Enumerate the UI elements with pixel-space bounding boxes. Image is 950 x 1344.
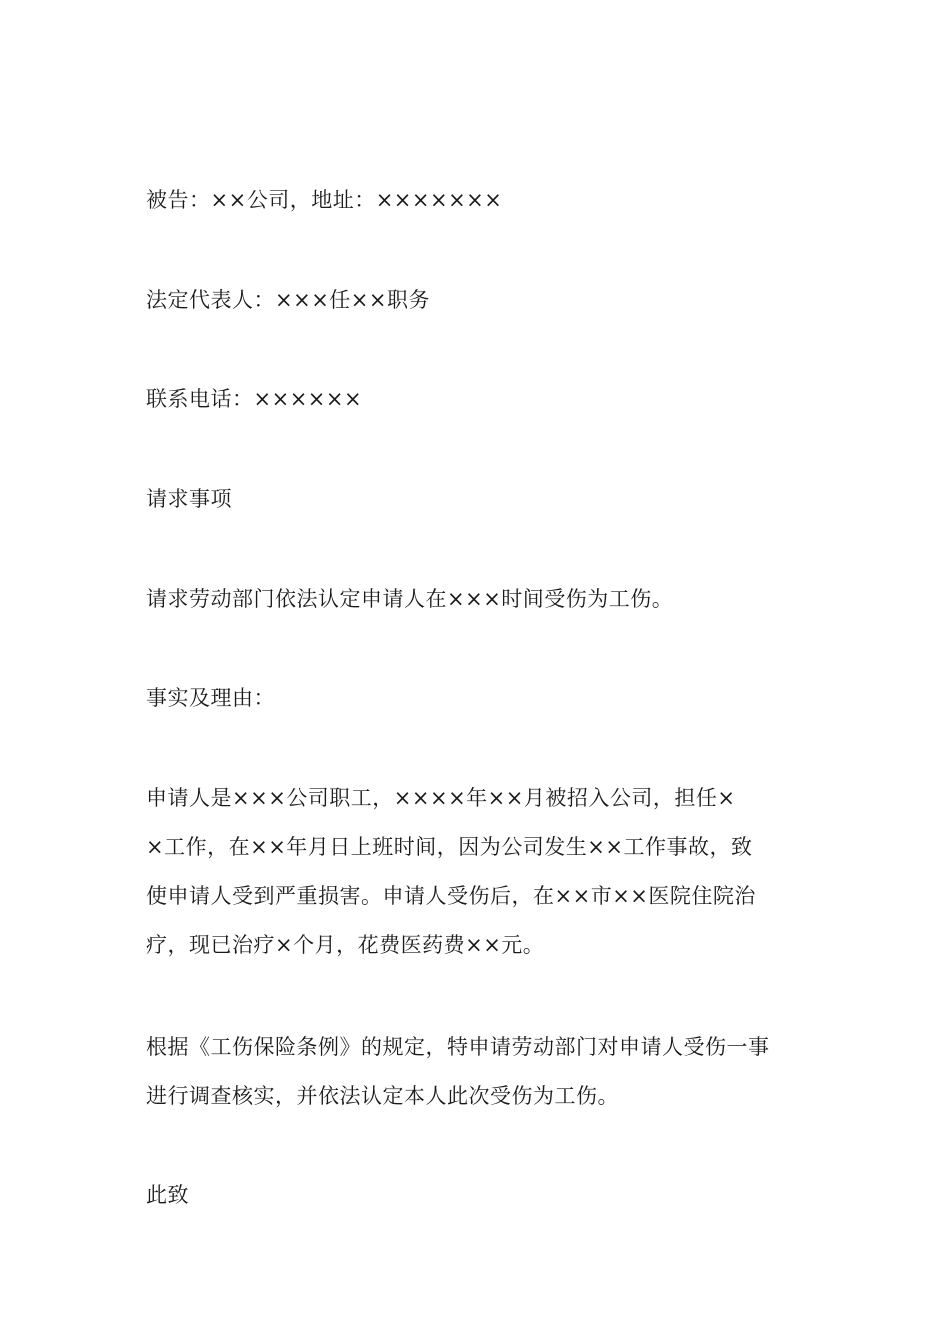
closing-line: 此致 [146,1183,189,1207]
claims-text: 请求劳动部门依法认定申请人在×××时间受伤为工伤。 [146,587,674,611]
basis-line-2: 进行调查核实，并依法认定本人此次受伤为工伤。 [146,1084,619,1108]
facts-line-3: 使申请人受到严重损害。申请人受伤后，在××市××医院住院治 [146,884,756,908]
basis-paragraph [146,1023,812,1121]
claims-heading: 请求事项 [146,487,232,511]
defendant-line: 被告：××公司，地址：××××××× [146,188,503,212]
phone-line: 联系电话：×××××× [146,387,363,411]
facts-paragraph [146,774,812,970]
legal-representative-line: 法定代表人：×××任××职务 [146,288,430,312]
facts-line-4: 疗，现已治疗×个月，花费医药费××元。 [146,933,545,957]
facts-heading: 事实及理由： [146,686,275,710]
facts-line-2: ×工作，在××年月日上班时间，因为公司发生××工作事故，致 [146,835,753,859]
basis-line-1: 根据《工伤保险条例》的规定，特申请劳动部门对申请人受伤一事 [146,1035,770,1059]
facts-line-1: 申请人是×××公司职工，××××年××月被招入公司，担任× [146,786,736,810]
